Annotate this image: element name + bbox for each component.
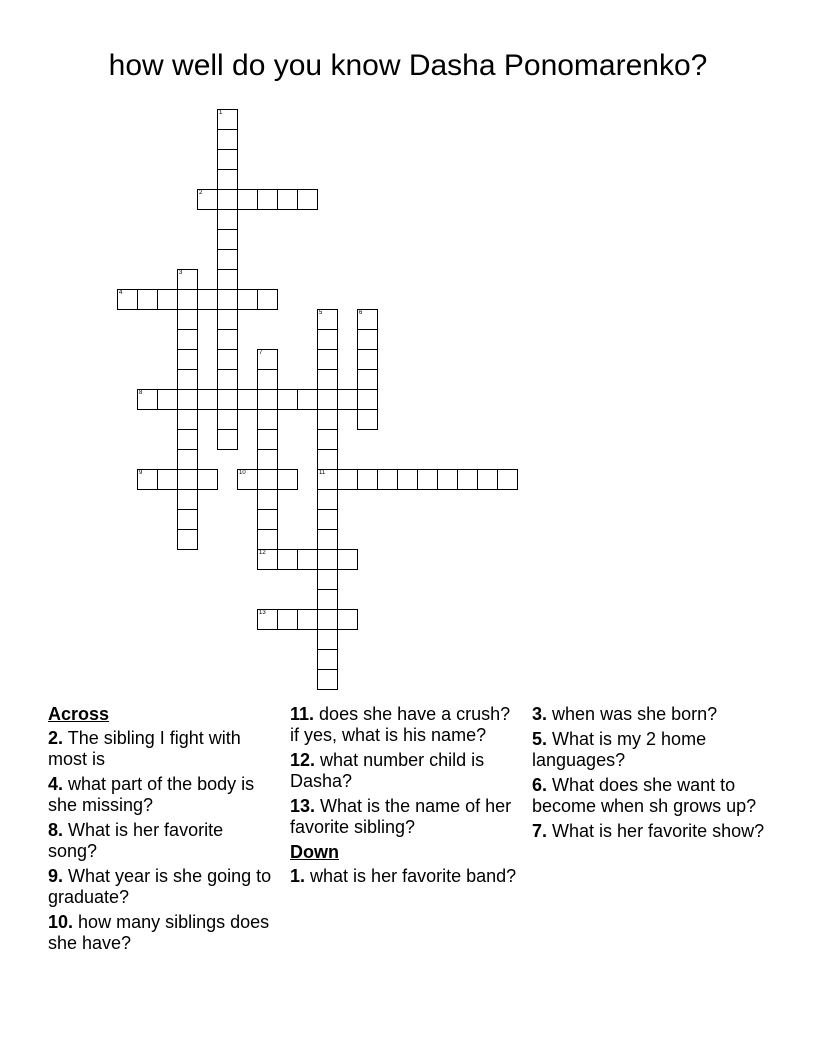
grid-cell[interactable] <box>357 329 378 350</box>
grid-cell[interactable] <box>137 389 158 410</box>
clues-column-2 <box>290 704 522 891</box>
clue-across-9: 9. What year is she going to graduate? <box>48 866 272 907</box>
grid-cell[interactable] <box>217 189 238 210</box>
grid-cell[interactable] <box>297 609 318 630</box>
grid-cell[interactable] <box>217 169 238 190</box>
grid-cell[interactable] <box>257 289 278 310</box>
grid-cell[interactable] <box>177 529 198 550</box>
clue-number: 2 <box>199 190 203 196</box>
clue-across-11: 11. does she have a crush? if yes, what is his name? <box>290 704 511 745</box>
grid-cell[interactable] <box>177 469 198 490</box>
grid-cell[interactable] <box>277 189 298 210</box>
grid-cell[interactable] <box>277 469 298 490</box>
grid-cell[interactable] <box>317 429 338 450</box>
grid-cell[interactable] <box>357 469 378 490</box>
grid-cell[interactable] <box>217 409 238 430</box>
grid-cell[interactable] <box>297 389 318 410</box>
clue-down-3: 3. when was she born? <box>532 704 718 724</box>
grid-cell[interactable] <box>317 629 338 650</box>
grid-cell[interactable] <box>217 229 238 250</box>
grid-cell[interactable] <box>237 289 258 310</box>
grid-cell[interactable] <box>317 569 338 590</box>
grid-cell[interactable] <box>297 189 318 210</box>
grid-cell[interactable] <box>177 449 198 470</box>
grid-cell[interactable] <box>357 369 378 390</box>
clue-down-7: 7. What is her favorite show? <box>532 821 765 841</box>
grid-cell[interactable] <box>217 369 238 390</box>
grid-cell[interactable] <box>257 549 278 570</box>
grid-cell[interactable] <box>217 129 238 150</box>
clue-number: 10 <box>239 470 246 476</box>
grid-cell[interactable] <box>317 349 338 370</box>
clues-column-1 <box>48 704 274 958</box>
clue-across-4: 4. what part of the body is she missing? <box>48 774 255 815</box>
clue-across-2: 2. The sibling I fight with most is <box>48 728 241 769</box>
grid-cell[interactable] <box>177 349 198 370</box>
grid-cell[interactable] <box>357 389 378 410</box>
clue-number: 3 <box>179 270 183 276</box>
grid-cell[interactable] <box>257 349 278 370</box>
clue-number: 5 <box>319 310 323 316</box>
grid-cell[interactable] <box>357 309 378 330</box>
grid-cell[interactable] <box>217 249 238 270</box>
grid-cell[interactable] <box>357 409 378 430</box>
clue-number: 4 <box>119 290 123 296</box>
clue-number: 12 <box>259 550 266 556</box>
grid-cell[interactable] <box>277 609 298 630</box>
grid-cell[interactable] <box>237 389 258 410</box>
grid-cell[interactable] <box>197 469 218 490</box>
grid-cell[interactable] <box>277 389 298 410</box>
grid-cell[interactable] <box>277 549 298 570</box>
grid-cell[interactable] <box>177 369 198 390</box>
clue-number: 13 <box>259 610 266 616</box>
grid-cell[interactable] <box>377 469 398 490</box>
grid-cell[interactable] <box>457 469 478 490</box>
grid-cell[interactable] <box>237 469 258 490</box>
grid-cell[interactable] <box>317 549 338 570</box>
grid-cell[interactable] <box>237 189 258 210</box>
grid-cell[interactable] <box>317 669 338 690</box>
clue-number: 11 <box>319 470 326 476</box>
clue-across-10: 10. how many siblings does she have? <box>48 912 270 953</box>
grid-cell[interactable] <box>177 509 198 530</box>
grid-cell[interactable] <box>337 469 358 490</box>
grid-cell[interactable] <box>297 549 318 570</box>
grid-cell[interactable] <box>317 649 338 670</box>
grid-cell[interactable] <box>317 469 338 490</box>
grid-cell[interactable] <box>317 449 338 470</box>
grid-cell[interactable] <box>437 469 458 490</box>
grid-cell[interactable] <box>217 149 238 170</box>
clue-across-13: 13. What is the name of her favorite sibling? <box>290 796 512 837</box>
grid-cell[interactable] <box>337 609 358 630</box>
grid-cell[interactable] <box>217 209 238 230</box>
grid-cell[interactable] <box>257 489 278 510</box>
grid-cell[interactable] <box>317 389 338 410</box>
clue-across-8: 8. What is her favorite song? <box>48 820 224 861</box>
grid-cell[interactable] <box>137 469 158 490</box>
grid-cell[interactable] <box>137 289 158 310</box>
grid-cell[interactable] <box>177 429 198 450</box>
grid-cell[interactable] <box>257 409 278 430</box>
grid-cell[interactable] <box>317 409 338 430</box>
grid-cell[interactable] <box>177 409 198 430</box>
across-heading: Across <box>48 704 110 724</box>
down-heading: Down <box>290 842 339 862</box>
clue-number: 6 <box>359 310 363 316</box>
clue-down-6: 6. What does she want to become when sh grows up? <box>532 775 757 816</box>
grid-cell[interactable] <box>217 349 238 370</box>
clue-down-5: 5. What is my 2 home languages? <box>532 729 707 770</box>
grid-cell[interactable] <box>217 269 238 290</box>
grid-cell[interactable] <box>197 189 218 210</box>
grid-cell[interactable] <box>257 389 278 410</box>
grid-cell[interactable] <box>177 269 198 290</box>
grid-cell[interactable] <box>177 489 198 510</box>
puzzle-title: how well do you know Dasha Ponomarenko? <box>108 49 708 82</box>
grid-cell[interactable] <box>177 309 198 330</box>
clue-across-12: 12. what number child is Dasha? <box>290 750 485 791</box>
clue-number: 7 <box>259 350 263 356</box>
grid-cell[interactable] <box>217 289 238 310</box>
grid-cell[interactable] <box>477 469 498 490</box>
grid-cell[interactable] <box>337 549 358 570</box>
grid-cell[interactable] <box>497 469 518 490</box>
grid-cell[interactable] <box>317 309 338 330</box>
grid-cell[interactable] <box>417 469 438 490</box>
grid-cell[interactable] <box>217 429 238 450</box>
grid-cell[interactable] <box>217 309 238 330</box>
grid-cell[interactable] <box>177 289 198 310</box>
grid-cell[interactable] <box>317 329 338 350</box>
clue-down-1: 1. what is her favorite band? <box>290 866 517 886</box>
grid-cell[interactable] <box>257 429 278 450</box>
grid-cell[interactable] <box>177 389 198 410</box>
grid-cell[interactable] <box>337 389 358 410</box>
grid-cell[interactable] <box>317 609 338 630</box>
grid-cell[interactable] <box>317 529 338 550</box>
clue-number: 9 <box>139 470 143 476</box>
grid-cell[interactable] <box>317 589 338 610</box>
grid-cell[interactable] <box>257 189 278 210</box>
clue-number: 1 <box>219 110 223 116</box>
grid-cell[interactable] <box>157 469 178 490</box>
grid-cell[interactable] <box>317 369 338 390</box>
grid-cell[interactable] <box>397 469 418 490</box>
grid-cell[interactable] <box>117 289 138 310</box>
grid-cell[interactable] <box>197 389 218 410</box>
grid-cell[interactable] <box>257 509 278 530</box>
grid-cell[interactable] <box>217 109 238 130</box>
clue-number: 8 <box>139 390 143 396</box>
grid-cell[interactable] <box>257 449 278 470</box>
grid-cell[interactable] <box>257 369 278 390</box>
grid-cell[interactable] <box>257 609 278 630</box>
grid-cell[interactable] <box>157 289 178 310</box>
grid-cell[interactable] <box>197 289 218 310</box>
grid-cell[interactable] <box>317 489 338 510</box>
grid-cell[interactable] <box>357 349 378 370</box>
grid-cell[interactable] <box>257 529 278 550</box>
clues-column-3 <box>532 704 772 846</box>
grid-cell[interactable] <box>317 509 338 530</box>
grid-cell[interactable] <box>177 329 198 350</box>
grid-cell[interactable] <box>217 389 238 410</box>
grid-cell[interactable] <box>217 329 238 350</box>
grid-cell[interactable] <box>257 469 278 490</box>
grid-cell[interactable] <box>157 389 178 410</box>
